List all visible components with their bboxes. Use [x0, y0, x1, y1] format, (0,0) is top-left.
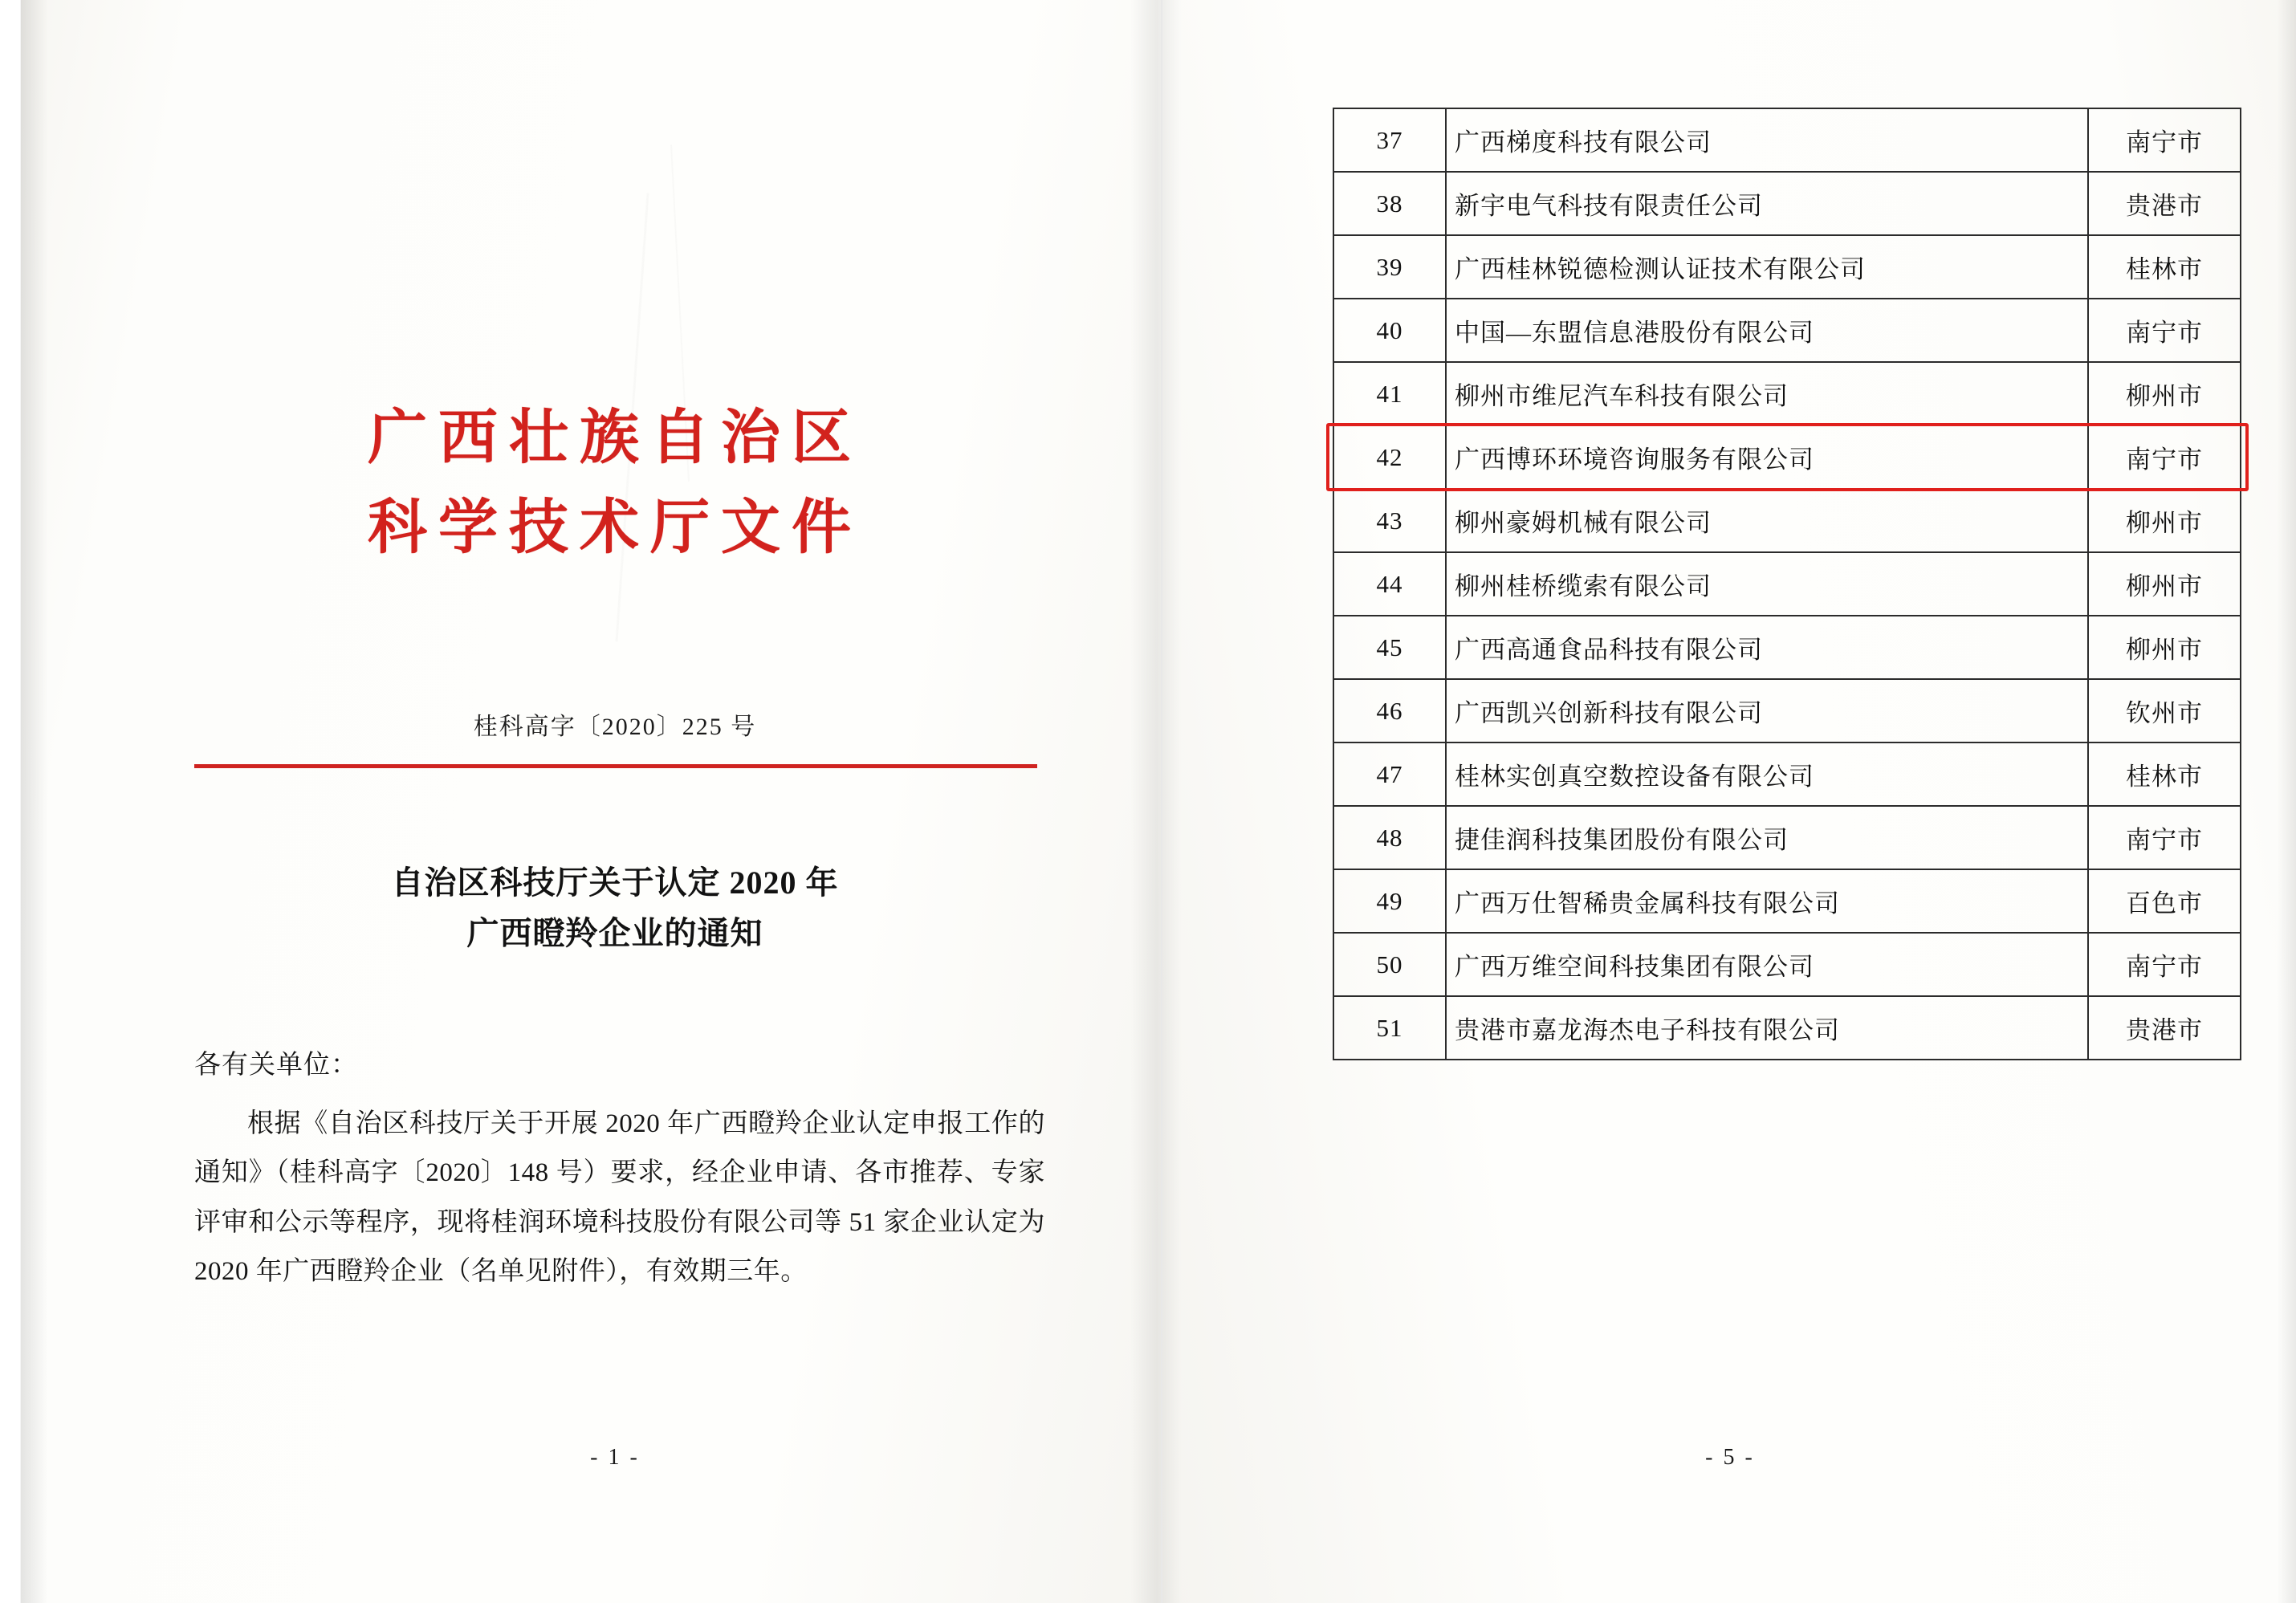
table-cell-company-name: 柳州豪姆机械有限公司 [1446, 489, 2088, 552]
table-row [1333, 679, 2241, 743]
table-cell-index: 39 [1333, 235, 1446, 299]
table-row [1333, 108, 2241, 172]
table-cell-city: 南宁市 [2088, 425, 2241, 489]
table-cell-index: 41 [1333, 362, 1446, 425]
page-title-line-1: 自治区科技厅关于认定 2020 年 [391, 865, 839, 901]
table-cell-company-name: 中国—东盟信息港股份有限公司 [1446, 299, 2088, 362]
table-row [1333, 299, 2241, 362]
table-cell-company-name: 新宇电气科技有限责任公司 [1446, 172, 2088, 235]
table-cell-company-name: 柳州桂桥缆索有限公司 [1446, 552, 2088, 616]
table-row [1333, 489, 2241, 552]
table-cell-index: 37 [1333, 108, 1446, 172]
table-cell-company-name: 广西桂林锐德检测认证技术有限公司 [1446, 235, 2088, 299]
enterprise-listing-table-wrapper [1333, 108, 2203, 1060]
letterhead-line-2: 科学技术厅文件 [368, 494, 862, 561]
table-cell-index: 43 [1333, 489, 1446, 552]
table-cell-city: 百色市 [2088, 869, 2241, 933]
letterhead-line-1: 广西壮族自治区 [368, 405, 862, 471]
table-cell-city: 贵港市 [2088, 172, 2241, 235]
page-title-line-2: 广西瞪羚企业的通知 [466, 915, 763, 952]
table-cell-company-name: 捷佳润科技集团股份有限公司 [1446, 806, 2088, 869]
table-cell-city: 南宁市 [2088, 299, 2241, 362]
table-cell-index: 46 [1333, 679, 1446, 743]
table-row [1333, 362, 2241, 425]
table-row [1333, 996, 2241, 1060]
table-cell-city: 钦州市 [2088, 679, 2241, 743]
table-cell-company-name: 广西万仕智稀贵金属科技有限公司 [1446, 869, 2088, 933]
table-cell-city: 柳州市 [2088, 552, 2241, 616]
page-title [246, 857, 984, 958]
table-cell-index: 51 [1333, 996, 1446, 1060]
table-row [1333, 743, 2241, 806]
table-cell-city: 南宁市 [2088, 933, 2241, 996]
table-cell-index: 50 [1333, 933, 1446, 996]
page-number-left: - 1 - [590, 1445, 640, 1470]
table-row [1333, 552, 2241, 616]
table-cell-index: 45 [1333, 616, 1446, 679]
table-row [1333, 933, 2241, 996]
table-cell-company-name: 广西博环环境咨询服务有限公司 [1446, 425, 2088, 489]
table-cell-city: 柳州市 [2088, 489, 2241, 552]
document-number: 桂科高字〔2020〕225 号 [473, 714, 757, 740]
table-cell-city: 桂林市 [2088, 743, 2241, 806]
body-paragraph-text: 根据《自治区科技厅关于开展 2020 年广西瞪羚企业认定申报工作的通知》（桂科高字〔2020〕148 号）要求，经企业申请、各市推荐、专家评审和公示等程序，现将桂润环境科技股份有限公司等 51 家企业认定为 2020 年广西瞪羚企业（名单见附件），有效期三年。 [194, 1109, 1045, 1287]
table-cell-index: 38 [1333, 172, 1446, 235]
page-number-right: - 5 - [1705, 1445, 1755, 1470]
table-cell-index: 42 [1333, 425, 1446, 489]
table-cell-city: 柳州市 [2088, 362, 2241, 425]
body-paragraph [194, 1100, 1045, 1297]
table-cell-company-name: 贵港市嘉龙海杰电子科技有限公司 [1446, 996, 2088, 1060]
table-cell-index: 49 [1333, 869, 1446, 933]
table-row [1333, 806, 2241, 869]
table-cell-city: 南宁市 [2088, 806, 2241, 869]
table-row [1333, 172, 2241, 235]
table-row [1333, 235, 2241, 299]
table-cell-city: 桂林市 [2088, 235, 2241, 299]
table-row [1333, 869, 2241, 933]
table-cell-index: 44 [1333, 552, 1446, 616]
table-cell-company-name: 广西万维空间科技集团有限公司 [1446, 933, 2088, 996]
scan-edge-shadow [21, 0, 48, 1603]
table-cell-company-name: 桂林实创真空数控设备有限公司 [1446, 743, 2088, 806]
table-cell-city: 南宁市 [2088, 108, 2241, 172]
table-row [1333, 616, 2241, 679]
table-row [1333, 425, 2241, 489]
table-cell-company-name: 广西凯兴创新科技有限公司 [1446, 679, 2088, 743]
document-page-left [21, 0, 1161, 1603]
table-cell-city: 贵港市 [2088, 996, 2241, 1060]
scan-edge-shadow [2277, 0, 2296, 1603]
letterhead [286, 400, 944, 568]
table-cell-index: 40 [1333, 299, 1446, 362]
table-cell-company-name: 广西高通食品科技有限公司 [1446, 616, 2088, 679]
table-cell-city: 柳州市 [2088, 616, 2241, 679]
salutation: 各有关单位： [194, 1051, 358, 1080]
table-cell-index: 47 [1333, 743, 1446, 806]
enterprise-listing-table [1333, 108, 2241, 1060]
table-body [1333, 108, 2241, 1060]
red-horizontal-rule [194, 764, 1037, 768]
table-cell-company-name: 柳州市维尼汽车科技有限公司 [1446, 362, 2088, 425]
table-cell-index: 48 [1333, 806, 1446, 869]
table-cell-company-name: 广西梯度科技有限公司 [1446, 108, 2088, 172]
